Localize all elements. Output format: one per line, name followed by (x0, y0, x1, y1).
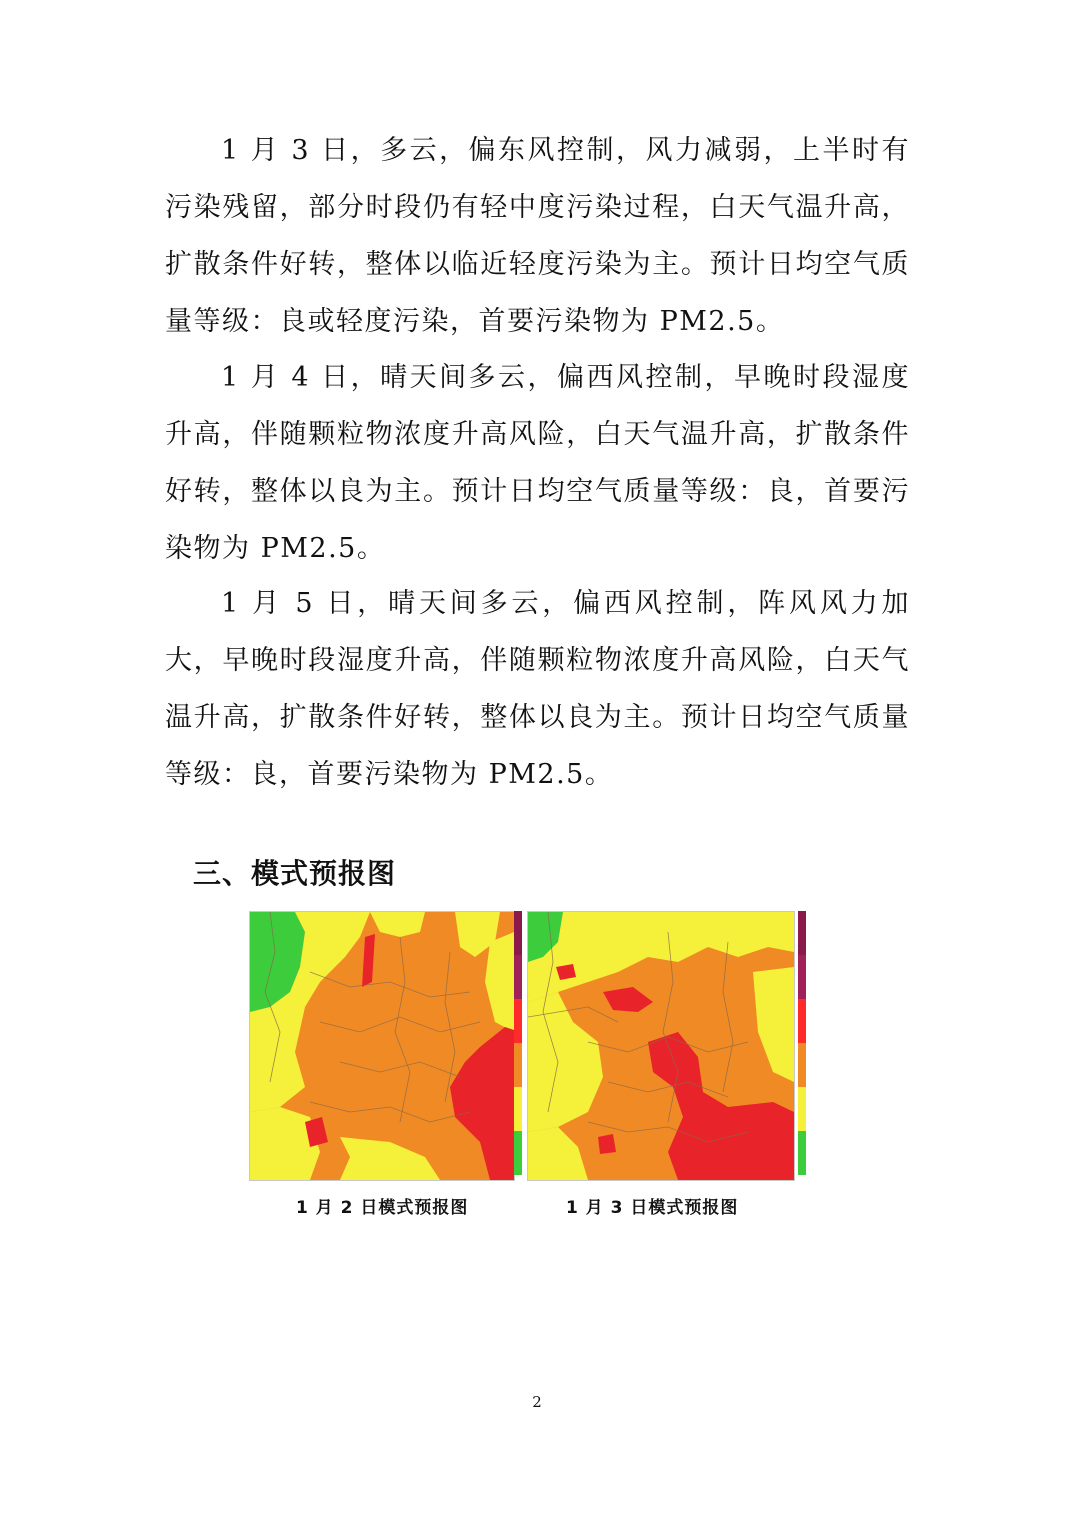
map-legend-jan2 (514, 911, 522, 1175)
page-number: 2 (532, 1393, 542, 1411)
forecast-map-jan2-image (250, 912, 514, 1180)
figure-caption-jan2: 1 月 2 日模式预报图 (296, 1198, 469, 1218)
legend-swatch (798, 999, 806, 1043)
legend-swatch (514, 955, 522, 999)
section-heading: 三、模式预报图 (193, 857, 397, 890)
map-legend-jan3 (798, 911, 806, 1175)
legend-swatch (514, 1043, 522, 1087)
legend-swatch (798, 955, 806, 999)
legend-swatch (798, 1087, 806, 1131)
legend-swatch (798, 911, 806, 955)
forecast-paragraph-jan4: 1 月 4 日，晴天间多云，偏西风控制，早晚时段湿度升高，伴随颗粒物浓度升高风险，白天气温升高，扩散条件好转，整体以良为主。预计日均空气质量等级：良，首要污染物为 PM2.5。 (165, 362, 910, 564)
legend-swatch (514, 1087, 522, 1131)
legend-swatch (514, 999, 522, 1043)
forecast-paragraph-jan3: 1 月 3 日，多云，偏东风控制，风力减弱，上半时有污染残留，部分时段仍有轻中度污染过程，白天气温升高，扩散条件好转，整体以临近轻度污染为主。预计日均空气质量等级：良或轻度污染，首要污染物为 PM2.5。 (165, 135, 910, 337)
forecast-paragraph-jan5: 1 月 5 日，晴天间多云，偏西风控制，阵风风力加大，早晚时段湿度升高，伴随颗粒物浓度升高风险，白天气温升高，扩散条件好转，整体以良为主。预计日均空气质量等级：良，首要污染物为 PM2.5。 (165, 588, 910, 790)
forecast-map-jan3-image (528, 912, 794, 1180)
forecast-map-jan3 (527, 911, 795, 1181)
legend-swatch (514, 911, 522, 955)
forecast-map-jan2 (249, 911, 515, 1181)
figure-caption-jan3: 1 月 3 日模式预报图 (566, 1198, 739, 1218)
legend-swatch (514, 1131, 522, 1175)
legend-swatch (798, 1131, 806, 1175)
legend-swatch (798, 1043, 806, 1087)
